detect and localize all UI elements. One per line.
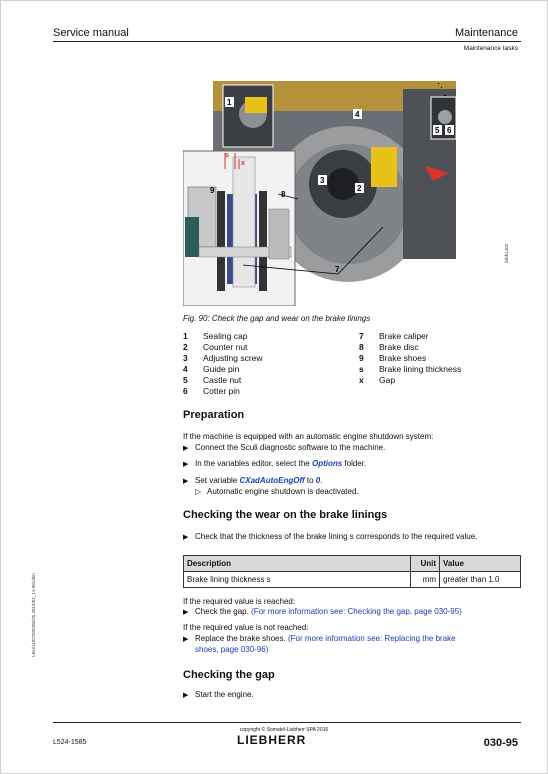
callout-8: 8 [281,190,286,199]
table-header-row [184,556,521,572]
wear-step: ▶ Check that the thickness of the brake lining s corresponds to the required value. [183,532,478,541]
legend-item: 3 Adjusting screw [183,353,263,363]
prep-step-3: ▶ Set variable CXadAutoEngOff to 0. [183,476,323,485]
step-arrow-icon: ▶ [183,534,189,541]
document-code: LBH/11827600/06/25.2016/02_14-081den [31,573,36,657]
callout-x: x [241,160,245,167]
if-not-reached-text: If the required value is not reached: [183,623,309,632]
not-reached-step: ▶ Replace the brake shoes. (For more information see: Replacing the brake [183,634,456,643]
cell-value: greater than 1.0 [440,572,521,588]
legend-item: 1 Sealing cap [183,331,248,341]
legend-item: 4 Guide pin [183,364,240,374]
col-value: Value [440,556,521,572]
step-arrow-icon: ▶ [183,445,189,452]
copyright: copyright © Somatel-Liebherr SPA 2016 [239,727,329,733]
model-code: L524-1585 [53,739,87,746]
result-arrow-icon: ▷ [195,487,202,496]
figure-code: lwbh1402 [504,243,509,263]
header-right: Maintenance [455,27,518,39]
variable-value: 0 [315,476,321,485]
legend-item: 8 Brake disc [359,342,419,352]
checking-gap-link[interactable]: (For more information see: Checking the gap, page 030-95) [251,607,462,616]
brake-figure [183,69,456,306]
wear-heading: Checking the wear on the brake linings [183,509,388,521]
not-reached-step-cont [195,644,268,655]
table-row [184,572,521,588]
legend-item: 2 Counter nut [183,342,248,352]
legend-item: 5 Castle nut [183,375,242,385]
reached-step: ▶ Check the gap. (For more information see: Checking the gap, page 030-95) [183,607,462,616]
callout-9: 9 [210,186,215,195]
prep-step-2: ▶ In the variables editor, select the Options folder. [183,459,367,468]
header-divider [53,41,521,42]
cell-unit: mm [411,572,440,588]
callout-3: 3 [320,176,325,185]
if-reached-text: If the required value is reached: [183,597,296,606]
legend-item: 9 Brake shoes [359,353,427,363]
page-number: 030-95 [483,737,518,749]
replacing-shoes-link-cont[interactable]: shoes, page 030-96) [195,645,269,654]
callout-2: 2 [357,184,362,193]
legend-item: 6 Cotter pin [183,386,240,396]
liebherr-logo: LIEBHERR [237,733,307,747]
brake-illustration [183,69,456,306]
callout-7: 7 [335,265,340,274]
step-arrow-icon: ▶ [183,636,189,643]
callout-6: 6 [447,126,452,135]
callout-5: 5 [435,126,440,135]
step-arrow-icon: ▶ [183,461,189,468]
disc-section [233,157,255,287]
legend-item: 7 Brake caliper [359,331,429,341]
prep-step-1: ▶ Connect the Sculi diagnostic software to the machine. [183,443,386,452]
gap-step: ▶ Start the engine. [183,690,254,699]
legend-item: x Gap [359,375,396,385]
footer-divider [53,722,521,723]
header-left: Service manual [53,27,129,39]
preparation-heading: Preparation [183,409,245,421]
step-arrow-icon: ▶ [183,609,189,616]
prep-result: ▷ Automatic engine shutdown is deactivated. [195,487,359,496]
header-subtitle: Maintenance tasks [463,45,518,52]
lining-thickness-table [183,555,521,588]
callout-1: 1 [227,98,232,107]
col-description: Description [184,556,411,572]
step-arrow-icon: ▶ [183,478,189,485]
caliper-label-sticker [371,147,397,187]
replacing-shoes-link[interactable]: (For more information see: Replacing the brake [287,634,456,643]
callout-4: 4 [355,110,360,119]
figure-caption: Fig. 90: Check the gap and wear on the brake linings [183,314,371,323]
gap-heading: Checking the gap [183,669,275,681]
step-arrow-icon: ▶ [183,692,189,699]
options-folder-link[interactable]: Options [311,459,343,468]
col-unit: Unit [411,556,440,572]
variable-link[interactable]: CXadAutoEngOff [239,476,305,485]
callout-s: s [225,152,229,159]
preparation-intro: If the machine is equipped with an automatic engine shutdown system: [183,432,434,441]
legend-item: s Brake lining thickness [359,364,462,374]
cell-description: Brake lining thickness s [184,572,411,588]
